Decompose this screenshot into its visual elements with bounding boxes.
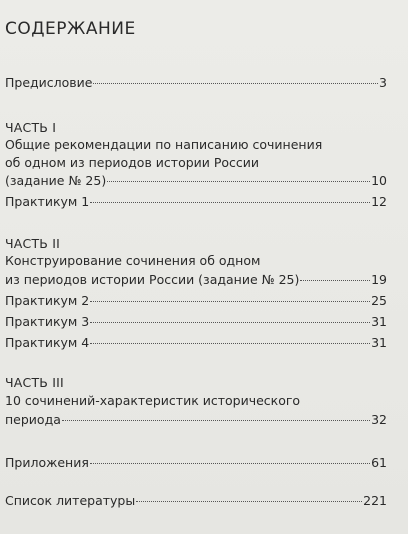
leader-dots <box>300 280 370 281</box>
page-title: СОДЕРЖАНИЕ <box>5 19 136 39</box>
toc-entry-text: Практикум 3 <box>5 314 90 329</box>
part-3-title-line-1: 10 сочинений-характеристик исторического <box>5 393 301 408</box>
part-3-heading: ЧАСТЬ III <box>5 375 64 390</box>
leader-dots <box>107 181 370 182</box>
toc-entry-text: Практикум 2 <box>5 293 90 308</box>
toc-page-number: 19 <box>371 272 387 287</box>
toc-entry-appendix[interactable] <box>5 454 387 471</box>
toc-page-number: 31 <box>371 335 387 350</box>
toc-entry-part-1[interactable] <box>5 172 387 189</box>
part-2-title-line-1: Конструирование сочинения об одном <box>5 253 261 268</box>
toc-entry-text: (задание № 25) <box>5 173 107 188</box>
toc-page-number: 32 <box>371 412 387 427</box>
leader-dots <box>90 343 370 344</box>
leader-dots <box>90 322 370 323</box>
toc-entry-text: из периодов истории России (задание № 25) <box>5 272 300 287</box>
part-1-title-line-2: об одном из периодов истории России <box>5 155 260 170</box>
toc-entry-preface[interactable] <box>5 74 387 91</box>
toc-page-number: 12 <box>371 194 387 209</box>
toc-entry-text: Предисловие <box>5 75 93 90</box>
leader-dots <box>136 501 362 502</box>
part-1-heading: ЧАСТЬ I <box>5 120 57 135</box>
toc-page-number: 221 <box>363 493 387 508</box>
leader-dots <box>62 420 370 421</box>
toc-page-number: 61 <box>371 455 387 470</box>
toc-page-number: 31 <box>371 314 387 329</box>
leader-dots <box>90 202 370 203</box>
toc-entry-bibliography[interactable] <box>5 492 387 509</box>
part-2-heading: ЧАСТЬ II <box>5 236 61 251</box>
toc-page-number: 3 <box>379 75 387 90</box>
toc-page-number: 10 <box>371 173 387 188</box>
toc-entry-text: периода <box>5 412 61 427</box>
toc-entry-text: Практикум 4 <box>5 335 90 350</box>
toc-entry-part-2[interactable] <box>5 271 387 288</box>
toc-entry-practicum-3[interactable] <box>5 313 387 330</box>
toc-page-number: 25 <box>371 293 387 308</box>
leader-dots <box>90 463 370 464</box>
part-1-title-line-1: Общие рекомендации по написанию сочинения <box>5 137 323 152</box>
toc-entry-practicum-1[interactable] <box>5 193 387 210</box>
toc-entry-practicum-2[interactable] <box>5 292 387 309</box>
toc-entry-text: Приложения <box>5 455 89 470</box>
toc-entry-part-3[interactable] <box>5 411 387 428</box>
leader-dots <box>90 301 370 302</box>
toc-entry-practicum-4[interactable] <box>5 334 387 351</box>
toc-entry-text: Список литературы <box>5 493 136 508</box>
toc-entry-text: Практикум 1 <box>5 194 90 209</box>
leader-dots <box>93 83 378 84</box>
